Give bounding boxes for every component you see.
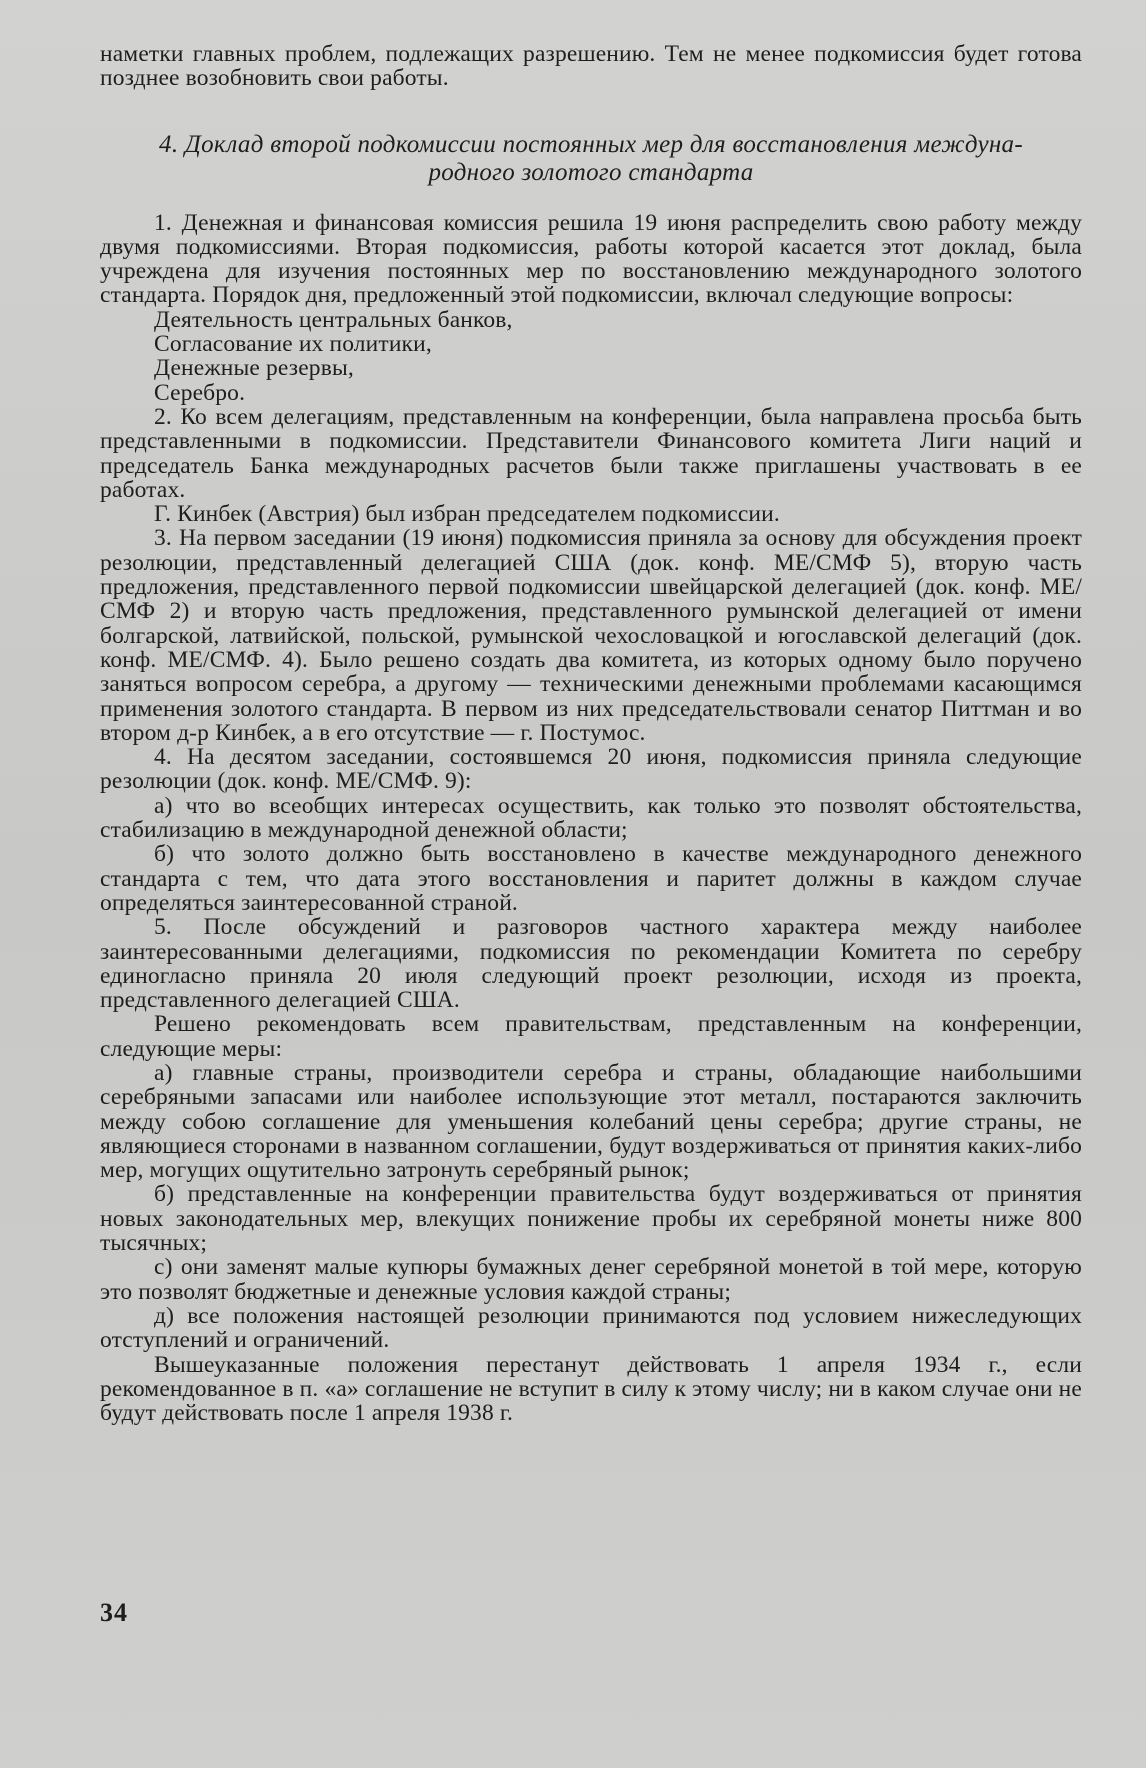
agenda-item-1: Деятельность центральных банков,: [154, 306, 513, 333]
measure-b: б) представленные на конференции правительства будут воздерживаться от принятия новых законодательных мер, влекущих понижение пробы их серебряной монеты ниже 800 тысячных;: [100, 1181, 1082, 1257]
section-heading-line-1: 4. Доклад второй подкомиссии постоянных мер для восстановления междуна-: [159, 130, 1023, 158]
measure-c: с) они заменят малые купюры бумажных денег серебряной монетой в той мере, которую это позволят бюджетные и денежные условия каждой страны;: [100, 1254, 1082, 1305]
agenda-item-2: Согласование их политики,: [154, 331, 432, 358]
measure-a: а) главные страны, производители серебра и страны, обладающие наибольшими серебряными запасами или наиболее использующие этот металл, постараются заключить между собою соглашение для уменьшения колебаний цены серебра; другие страны, не являющиеся сторонами в названном соглашении, будут воздерживаться от принятия каких-либо мер, могущих ощутительно затронуть серебряный рынок;: [100, 1059, 1082, 1184]
paragraph-4: 4. На десятом заседании, состоявшемся 20 июня, подкомиссия приняла следующие резолюции (док. конф. МЕ/СМФ. 9):: [100, 744, 1082, 795]
agenda-item-3: Денежные резервы,: [154, 355, 354, 382]
resolution-b: б) что золото должно быть восстановлено в качестве международного денежного стандарта с тем, что дата этого восстановления и паритет должны в каждом случае определяться заинтересованной страной.: [100, 841, 1082, 916]
recommendation-intro: Решено рекомендовать всем правительствам, представленным на конференции, следующие меры:: [100, 1011, 1082, 1062]
agenda-item-4: Серебро.: [154, 379, 246, 406]
paragraph-chairman: Г. Кинбек (Австрия) был избран председателем подкомиссии.: [154, 501, 780, 528]
resolution-a: а) что во всеобщих интересах осуществить, как только это позволят обстоятельства, стабилизацию в международной денежной области;: [100, 792, 1082, 844]
section-heading: [100, 131, 1082, 187]
measure-d: д) все положения настоящей резолюции принимаются под условием нижеследующих отступлений и ограничений.: [100, 1302, 1082, 1354]
paragraph-1: 1. Денежная и финансовая комиссия решила 19 июня распределить свою работу между двумя подкомиссиями. Вторая подкомиссия, работы которой касается этот доклад, была учреждена для изучения постоянных мер по восстановлению международного золотого стандарта. Порядок дня, предложенный этой подкомиссии, включал следующие вопросы:: [100, 209, 1082, 309]
section-heading-line-2: родного золотого стандарта: [428, 158, 754, 186]
closing-paragraph: Вышеуказанные положения перестанут действовать 1 апреля 1934 г., если рекомендованное в п. «а» соглашение не вступит в силу к этому числу; ни в каком случае они не будут действовать после 1 апреля 1938 г.: [100, 1351, 1082, 1427]
paragraph-2: 2. Ко всем делегациям, представленным на конференции, была направлена просьба быть представленными в подкомиссии. Представители Финансового комитета Лиги наций и председатель Банка международных расчетов были также приглашены участвовать в ее работах.: [100, 403, 1082, 503]
page-number: 34: [100, 1598, 128, 1627]
paragraph-3: 3. На первом заседании (19 июня) подкомиссия приняла за основу для обсуждения проект резолюции, представленный делегацией США (док. конф. МЕ/СМФ 5), вторую часть предложения, представленного первой подкомиссии швейцарской делегацией (док. конф. МЕ/СМФ 2) и вторую часть предложения, представленного румынской делегацией от имени болгарской, латвийской, польской, румынской чехословацкой и югославской делегаций (док. конф. МЕ/СМФ. 4). Было решено создать два комитета, из которых одному было поручено заняться вопросом серебра, а другому — техническими денежными проблемами касающимся применения золотого стандарта. В первом из них председательствовали сенатор Питтман и во втором д-р Кинбек, а в его отсутствие — г. Постумос.: [100, 525, 1082, 746]
paragraph-5: 5. После обсуждений и разговоров частного характера между наиболее заинтересованными делегациями, подкомиссия по рекомендации Комитета по серебру единогласно приняла 20 июля следующий проект резолюции, исходя из проекта, представленного делегацией США.: [100, 914, 1082, 1014]
opening-text: наметки главных проблем, подлежащих разрешению. Тем не менее подкомиссия будет готова позднее возобновить свои работы.: [100, 41, 1082, 92]
